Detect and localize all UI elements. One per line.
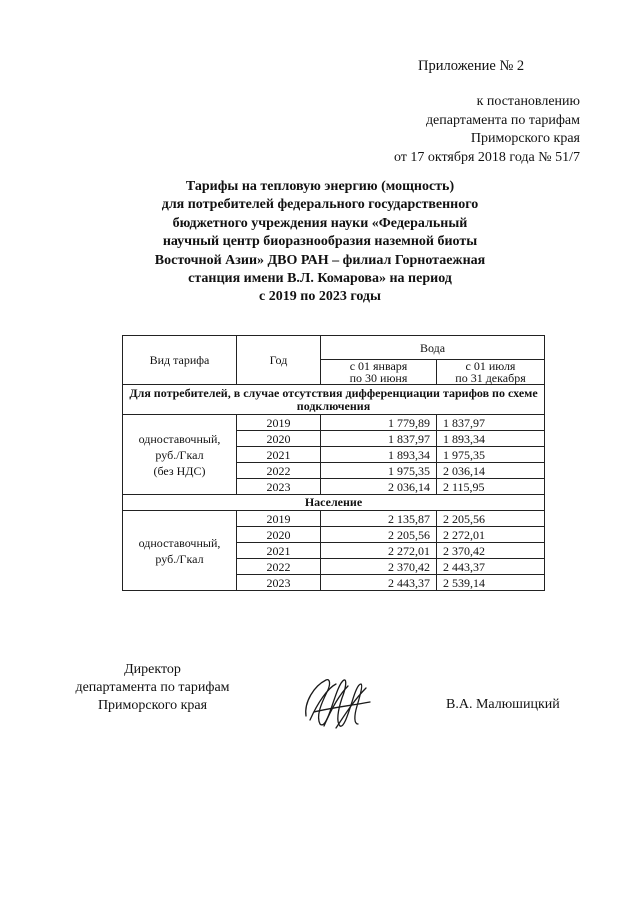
- value-first-half: 2 443,37: [321, 575, 437, 591]
- director-line: Приморского края: [97, 698, 208, 713]
- value-second-half: 1 893,34: [437, 431, 545, 447]
- value-first-half: 2 036,14: [321, 479, 437, 495]
- value-first-half: 1 779,89: [321, 415, 437, 431]
- year-cell: 2021: [237, 447, 321, 463]
- value-first-half: 1 893,34: [321, 447, 437, 463]
- year-cell: 2023: [237, 479, 321, 495]
- value-second-half: 1 975,35: [437, 447, 545, 463]
- section-title: Для потребителей, в случае отсутствия дифференциации тарифов по схеме подключения: [123, 385, 545, 415]
- kind-line: одноставочный,: [138, 431, 221, 446]
- value-first-half: 2 272,01: [321, 543, 437, 559]
- title-line: станция имени В.Л. Комарова» на период: [188, 271, 452, 287]
- period-line: с 01 июля: [465, 359, 516, 373]
- kind-line: руб./Гкал: [155, 447, 204, 462]
- value-second-half: 2 036,14: [437, 463, 545, 479]
- value-second-half: 2 205,56: [437, 511, 545, 527]
- value-second-half: 2 115,95: [437, 479, 545, 495]
- appendix-line: департамента по тарифам: [425, 112, 580, 128]
- year-cell: 2023: [237, 575, 321, 591]
- value-first-half: 1 975,35: [321, 463, 437, 479]
- header-water: Вода: [321, 336, 545, 360]
- value-first-half: 2 135,87: [321, 511, 437, 527]
- value-second-half: 2 370,42: [437, 543, 545, 559]
- title-line: с 2019 по 2023 годы: [259, 289, 381, 305]
- value-second-half: 2 443,37: [437, 559, 545, 575]
- appendix-line: Приморского края: [470, 131, 580, 146]
- period-line: по 31 декабря: [455, 371, 526, 385]
- period-line: с 01 января: [349, 359, 408, 373]
- kind-line: одноставочный,: [138, 535, 221, 550]
- director-line: Директор: [124, 662, 181, 677]
- year-cell: 2022: [237, 559, 321, 575]
- value-second-half: 2 272,01: [437, 527, 545, 543]
- document-title: [130, 178, 510, 307]
- title-line: Тарифы на тепловую энергию (мощность): [185, 179, 455, 194]
- title-line: для потребителей федерального государственного: [161, 197, 479, 213]
- tariff-kind: [123, 511, 237, 591]
- appendix-line: от 17 октября 2018 года № 51/7: [393, 149, 580, 165]
- appendix-title: Приложение № 2: [418, 58, 525, 74]
- kind-line: (без НДС): [153, 463, 206, 478]
- section-title: Население: [123, 495, 545, 511]
- value-second-half: 2 539,14: [437, 575, 545, 591]
- kind-line: руб./Гкал: [155, 551, 204, 566]
- year-cell: 2019: [237, 415, 321, 431]
- handwritten-signature: [300, 672, 375, 732]
- title-line: бюджетного учреждения науки «Федеральный: [172, 215, 468, 231]
- year-cell: 2020: [237, 431, 321, 447]
- appendix-line: к постановлению: [476, 94, 580, 109]
- year-cell: 2021: [237, 543, 321, 559]
- value-first-half: 2 370,42: [321, 559, 437, 575]
- value-second-half: 1 837,97: [437, 415, 545, 431]
- director-line: департамента по тарифам: [75, 680, 230, 695]
- year-cell: 2019: [237, 511, 321, 527]
- title-line: научный центр биоразнообразия наземной биоты: [162, 234, 478, 250]
- tariff-table: [122, 335, 545, 591]
- appendix-reference: [370, 93, 580, 167]
- period-line: по 30 июня: [349, 371, 408, 385]
- header-year: Год: [237, 336, 321, 385]
- year-cell: 2020: [237, 527, 321, 543]
- tariff-kind: [123, 415, 237, 495]
- value-first-half: 2 205,56: [321, 527, 437, 543]
- header-period-second: [437, 360, 545, 385]
- signer-name: В.А. Малюшицкий: [446, 697, 560, 712]
- title-line: Восточной Азии» ДВО РАН – филиал Горнотаежная: [154, 252, 486, 268]
- header-tariff-type: Вид тарифа: [123, 336, 237, 385]
- director-block: [60, 661, 245, 715]
- value-first-half: 1 837,97: [321, 431, 437, 447]
- header-period-first: [321, 360, 437, 385]
- year-cell: 2022: [237, 463, 321, 479]
